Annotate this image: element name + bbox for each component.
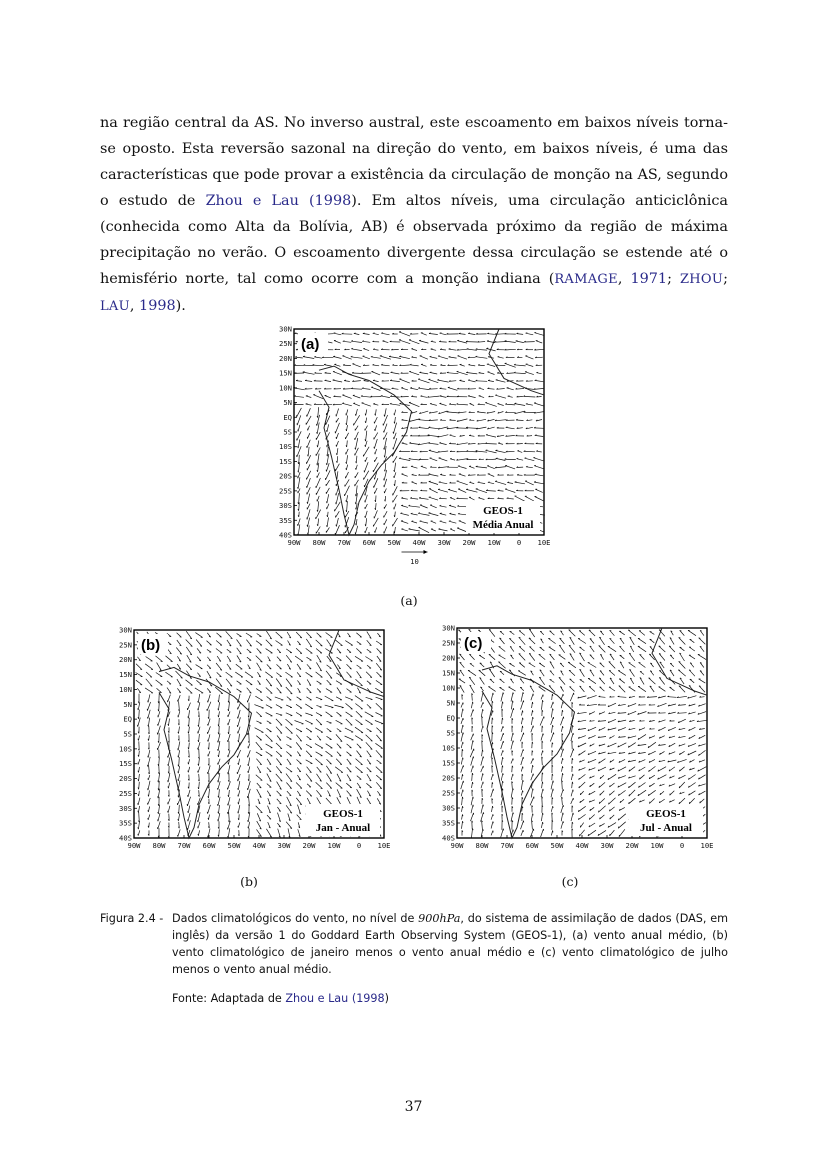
lat-tick-label: 40S	[119, 833, 132, 843]
lat-tick-label: 30S	[279, 501, 292, 511]
lon-tick-label: 40W	[412, 538, 426, 547]
lon-tick-label: 90W	[287, 538, 301, 547]
panel-model-label: GEOS-1	[483, 505, 523, 517]
reference-vector-label: 10	[410, 557, 419, 566]
lat-tick-label: 30N	[119, 626, 132, 635]
lon-tick-label: 80W	[312, 538, 326, 547]
lon-tick-label: 50W	[550, 841, 564, 850]
lat-tick-label: 25N	[279, 339, 292, 349]
lon-tick-label: 60W	[362, 538, 376, 547]
lat-tick-label: 30S	[442, 803, 455, 813]
lat-tick-label: 10N	[119, 684, 132, 694]
lat-tick-label: 5S	[283, 427, 292, 437]
lat-tick-label: 40S	[279, 530, 292, 540]
lat-tick-label: 15S	[119, 759, 132, 769]
lat-tick-label: 35S	[119, 818, 132, 828]
lat-tick-label: 25S	[279, 486, 292, 496]
lat-tick-label: 30S	[119, 803, 132, 813]
body-text-3: ).	[175, 298, 186, 314]
lon-tick-label: 70W	[500, 841, 514, 850]
lon-tick-label: 50W	[227, 841, 241, 850]
lat-tick-label: 30N	[279, 325, 292, 334]
lat-tick-label: 15N	[442, 668, 455, 678]
lon-tick-label: 60W	[202, 841, 216, 850]
wind-map-panel-c	[433, 624, 715, 860]
citation-ramage[interactable]: RAMAGE	[554, 272, 618, 287]
panel-letter: (b)	[141, 637, 161, 654]
lon-tick-label: 40W	[252, 841, 266, 850]
lat-tick-label: 10N	[442, 683, 455, 693]
citation-lau[interactable]: LAU	[100, 299, 130, 314]
lon-tick-label: 0	[679, 841, 685, 850]
pressure-level: 900hPa	[418, 912, 461, 925]
panel-model-label: GEOS-1	[646, 808, 686, 820]
panel-model-label: GEOS-1	[323, 808, 363, 820]
lat-tick-label: 20N	[442, 653, 455, 663]
lat-tick-label: EQ	[446, 713, 455, 723]
body-paragraph: na região central da AS. No inverso austral, este escoamento em baixos níveis torna-se oposto. Esta reversão sazonal na direção do vento, em baixos níveis, é uma das características que pode provar a existência da circulação de monção na AS, segundo o estudo de Zhou e Lau (1998). Em altos níveis, uma circulação anticiclônica (conhecida como Alta da Bolívia, AB) é observada próximo da região de máxima precipitação no verão. O escoamento divergente dessa circulação se estende até o hemisfério norte, tal como ocorre com a monção indiana (RAMAGE, 1971; ZHOU; LAU, 1998).	[100, 115, 728, 314]
panel-letter: (a)	[301, 336, 320, 353]
lon-tick-label: 40W	[575, 841, 589, 850]
subfigure-label-a: (a)	[400, 593, 418, 608]
lat-tick-label: 10S	[442, 743, 455, 753]
lat-tick-label: 25S	[119, 788, 132, 798]
lat-tick-label: 20S	[442, 773, 455, 783]
lon-tick-label: 10W	[487, 538, 501, 547]
lon-tick-label: 20W	[302, 841, 316, 850]
lat-tick-label: 5N	[446, 698, 455, 708]
citation-zhou-lau[interactable]: Zhou e Lau (1998	[205, 193, 352, 209]
lon-tick-label: 10E	[377, 841, 391, 850]
lon-tick-label: 90W	[450, 841, 464, 850]
body-text-2: ). Em altos níveis, uma circulação anticiclônica (conhecida como Alta da Bolívia, AB) é observada próximo da região de máxima precipitação no verão. O escoamento divergente dessa circulação se estende até o hemisfério norte, tal como ocorre com a monção indiana (	[100, 193, 728, 287]
lat-tick-label: 15N	[119, 670, 132, 680]
lon-tick-label: 30W	[437, 538, 451, 547]
lon-tick-label: 70W	[337, 538, 351, 547]
panel-period-label: Jan - Anual	[315, 822, 371, 834]
body-text-1: na região central da AS. No inverso austral, este escoamento em baixos níveis torna-se oposto. Esta reversão sazonal na direção do vento, em baixos níveis, é uma das características que pode provar a existência da circulação de monção na AS, segundo o estudo de	[100, 115, 728, 209]
caption-source: Fonte: Adaptada de Zhou e Lau (1998)	[172, 992, 390, 1005]
subfigure-label-c: (c)	[561, 874, 579, 889]
lon-tick-label: 10E	[537, 538, 551, 547]
lon-tick-label: 90W	[127, 841, 141, 850]
lon-tick-label: 10W	[650, 841, 664, 850]
wind-map-svg	[270, 325, 552, 579]
lon-tick-label: 70W	[177, 841, 191, 850]
wind-map-svg	[433, 624, 715, 860]
citation-ramage-year[interactable]: 1971	[630, 271, 668, 287]
lat-tick-label: 20S	[119, 774, 132, 784]
source-citation[interactable]: Zhou e Lau (1998	[285, 992, 385, 1005]
page-number: 37	[404, 1099, 423, 1115]
lon-tick-label: 10E	[700, 841, 714, 850]
subfigure-label-b: (b)	[240, 874, 258, 889]
lat-tick-label: 25N	[119, 640, 132, 650]
lat-tick-label: EQ	[123, 714, 132, 724]
lat-tick-label: 10S	[119, 744, 132, 754]
lon-tick-label: 60W	[525, 841, 539, 850]
lon-tick-label: 0	[516, 538, 522, 547]
lat-tick-label: 15N	[279, 368, 292, 378]
caption-label: Figura 2.4 -	[100, 912, 164, 925]
lon-tick-label: 30W	[277, 841, 291, 850]
citation-zhou-lau-year[interactable]: 1998	[139, 298, 176, 314]
citation-zhou[interactable]: ZHOU	[679, 272, 724, 287]
panel-period-label: Média Anual	[472, 519, 534, 531]
lat-tick-label: 10S	[279, 442, 292, 452]
lat-tick-label: 25N	[442, 638, 455, 648]
lat-tick-label: 35S	[442, 818, 455, 828]
lon-tick-label: 80W	[152, 841, 166, 850]
lat-tick-label: 20N	[279, 353, 292, 363]
panel-letter: (c)	[464, 635, 483, 652]
caption-body: Dados climatológicos do vento, no nível de 900hPa, do sistema de assimilação de dados (DAS, em inglês) da versão 1 do Goddard Earth Observing System (GEOS-1), (a) vento anual médio, (b) vento climatológico de janeiro menos o vento anual médio e (c) vento climatológico de julho menos o vento anual médio.	[172, 912, 728, 976]
lat-tick-label: 5S	[123, 729, 132, 739]
figure-caption	[100, 910, 728, 1007]
panel-period-label: Jul - Anual	[640, 822, 692, 834]
lon-tick-label: 30W	[600, 841, 614, 850]
lat-tick-label: 5S	[446, 728, 455, 738]
lat-tick-label: EQ	[283, 412, 292, 422]
wind-map-panel-b	[110, 626, 392, 860]
lon-tick-label: 20W	[462, 538, 476, 547]
lat-tick-label: 20N	[119, 655, 132, 665]
wind-map-panel-a	[270, 325, 552, 579]
lat-tick-label: 30N	[442, 624, 455, 633]
lat-tick-label: 35S	[279, 515, 292, 525]
lon-tick-label: 0	[356, 841, 362, 850]
lat-tick-label: 15S	[279, 456, 292, 466]
lon-tick-label: 80W	[475, 841, 489, 850]
lat-tick-label: 25S	[442, 788, 455, 798]
lon-tick-label: 50W	[387, 538, 401, 547]
lat-tick-label: 5N	[283, 398, 292, 408]
lat-tick-label: 5N	[123, 699, 132, 709]
lat-tick-label: 20S	[279, 471, 292, 481]
lat-tick-label: 10N	[279, 383, 292, 393]
lon-tick-label: 20W	[625, 841, 639, 850]
lat-tick-label: 15S	[442, 758, 455, 768]
lon-tick-label: 10W	[327, 841, 341, 850]
lat-tick-label: 40S	[442, 833, 455, 843]
wind-map-svg	[110, 626, 392, 860]
